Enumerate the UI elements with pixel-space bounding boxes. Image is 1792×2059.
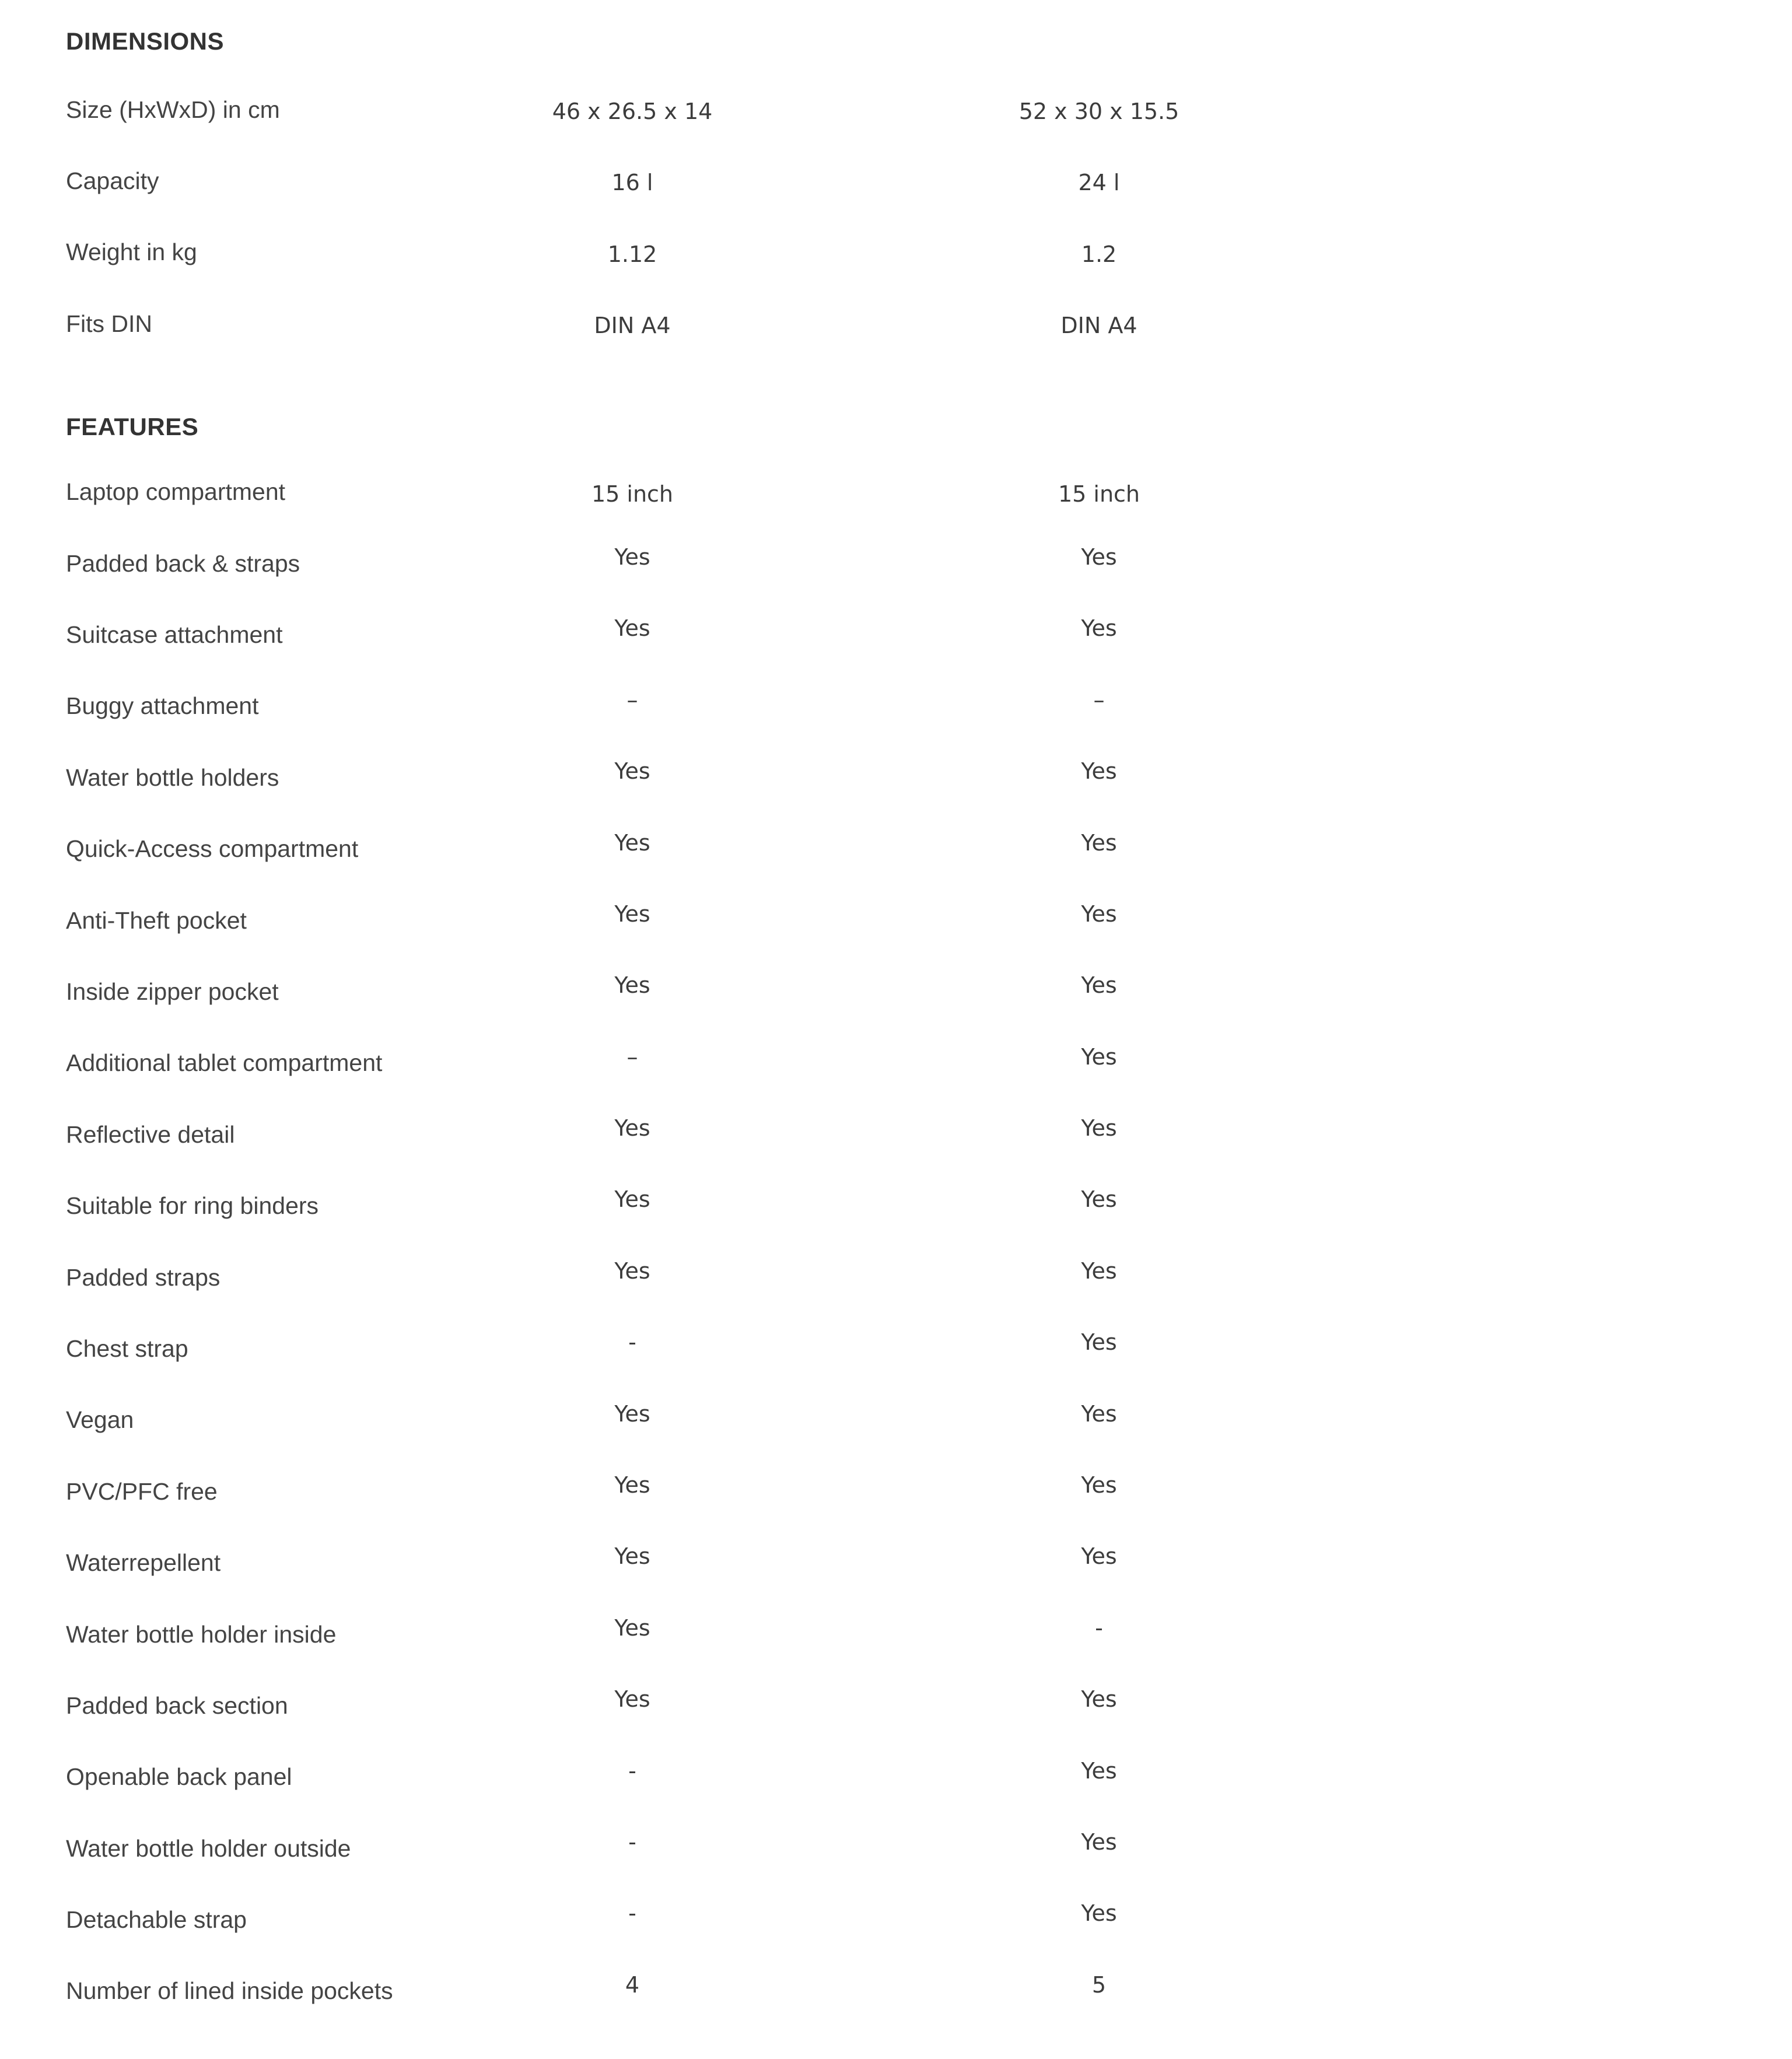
row-label: Inside zipper pocket xyxy=(66,978,279,1005)
value-model-1: 1.12 xyxy=(607,241,657,267)
value-model-2: Yes xyxy=(1081,1900,1117,1927)
value-model-1: Yes xyxy=(614,544,650,570)
value-model-2: 24 l xyxy=(1078,170,1120,196)
value-model-2: - xyxy=(1095,1615,1103,1641)
dimensions-rows xyxy=(66,74,1792,360)
row-label: Padded straps xyxy=(66,1263,220,1291)
row-label: Water bottle holder outside xyxy=(66,1834,351,1862)
value-model-1: Yes xyxy=(614,615,650,642)
table-row xyxy=(66,956,1792,1027)
value-model-1: Yes xyxy=(614,1543,650,1570)
row-label: Waterrepellent xyxy=(66,1549,221,1577)
row-label: Anti-Theft pocket xyxy=(66,906,247,934)
row-label: Vegan xyxy=(66,1406,134,1434)
value-model-1: Yes xyxy=(614,901,650,927)
value-model-1: - xyxy=(628,1757,636,1784)
row-label: Suitcase attachment xyxy=(66,621,283,649)
value-model-2: Yes xyxy=(1081,1186,1117,1213)
value-model-2: Yes xyxy=(1081,901,1117,927)
row-label: Water bottle holder inside xyxy=(66,1620,337,1648)
table-row xyxy=(66,1813,1792,1884)
value-model-2: Yes xyxy=(1081,615,1117,642)
value-model-1: Yes xyxy=(614,1115,650,1141)
row-label: Additional tablet compartment xyxy=(66,1049,383,1077)
dimensions-section xyxy=(66,0,1792,360)
row-label: Padded back & straps xyxy=(66,549,300,577)
row-label: Buggy attachment xyxy=(66,692,259,720)
value-model-1: - xyxy=(628,1900,636,1927)
table-row xyxy=(66,1099,1792,1170)
table-row xyxy=(66,1670,1792,1741)
table-row xyxy=(66,74,1792,145)
value-model-2: Yes xyxy=(1081,1472,1117,1498)
table-row xyxy=(66,1456,1792,1527)
value-model-2: Yes xyxy=(1081,1043,1117,1070)
value-model-1: Yes xyxy=(614,1400,650,1427)
row-label: Number of lined inside pockets xyxy=(66,1977,393,2005)
table-row xyxy=(66,671,1792,742)
table-row xyxy=(66,1028,1792,1099)
value-model-1: - xyxy=(628,1829,636,1855)
dimensions-heading: DIMENSIONS xyxy=(66,27,225,55)
value-model-1: Yes xyxy=(614,1472,650,1498)
table-row xyxy=(66,1527,1792,1598)
table-row xyxy=(66,1742,1792,1813)
table-row xyxy=(66,885,1792,956)
features-rows xyxy=(66,457,1792,2028)
table-row xyxy=(66,1242,1792,1313)
value-model-1: - xyxy=(628,1329,636,1356)
value-model-1: 46 x 26.5 x 14 xyxy=(552,99,713,124)
value-model-2: 1.2 xyxy=(1081,241,1117,267)
row-label: Openable back panel xyxy=(66,1763,292,1791)
row-label: Chest strap xyxy=(66,1335,188,1362)
features-section xyxy=(66,360,1792,2028)
value-model-1: DIN A4 xyxy=(594,313,671,339)
value-model-1: 16 l xyxy=(611,170,653,196)
value-model-1: Yes xyxy=(614,1686,650,1713)
value-model-1: – xyxy=(626,1043,638,1070)
value-model-2: Yes xyxy=(1081,1400,1117,1427)
table-row xyxy=(66,457,1792,528)
value-model-2: 15 inch xyxy=(1058,481,1140,507)
table-row xyxy=(66,814,1792,885)
value-model-2: Yes xyxy=(1081,1329,1117,1356)
value-model-1: Yes xyxy=(614,1186,650,1213)
value-model-2: Yes xyxy=(1081,1686,1117,1713)
value-model-2: DIN A4 xyxy=(1060,313,1138,339)
table-row xyxy=(66,1599,1792,1670)
row-label: Capacity xyxy=(66,167,159,195)
value-model-1: Yes xyxy=(614,1258,650,1284)
value-model-2: Yes xyxy=(1081,544,1117,570)
table-row xyxy=(66,528,1792,599)
value-model-1: Yes xyxy=(614,1615,650,1641)
row-label: Fits DIN xyxy=(66,310,153,337)
row-label: PVC/PFC free xyxy=(66,1477,218,1505)
value-model-2: Yes xyxy=(1081,829,1117,856)
row-label: Weight in kg xyxy=(66,239,197,266)
value-model-2: Yes xyxy=(1081,758,1117,785)
value-model-2: Yes xyxy=(1081,1258,1117,1284)
table-row xyxy=(66,742,1792,813)
value-model-2: Yes xyxy=(1081,1543,1117,1570)
row-label: Size (HxWxD) in cm xyxy=(66,96,280,123)
value-model-1: Yes xyxy=(614,829,650,856)
value-model-2: Yes xyxy=(1081,1115,1117,1141)
value-model-2: Yes xyxy=(1081,1829,1117,1855)
table-row xyxy=(66,1956,1792,2027)
table-row xyxy=(66,1385,1792,1456)
table-row xyxy=(66,145,1792,216)
row-label: Laptop compartment xyxy=(66,478,286,506)
table-row xyxy=(66,1313,1792,1384)
table-row xyxy=(66,1884,1792,1955)
table-row xyxy=(66,1170,1792,1241)
value-model-1: – xyxy=(626,687,638,713)
row-label: Suitable for ring binders xyxy=(66,1192,319,1220)
table-row xyxy=(66,599,1792,670)
row-label: Reflective detail xyxy=(66,1120,235,1148)
value-model-2: Yes xyxy=(1081,1757,1117,1784)
features-heading: FEATURES xyxy=(66,412,199,440)
row-label: Quick-Access compartment xyxy=(66,835,359,863)
value-model-2: Yes xyxy=(1081,972,1117,999)
value-model-1: 4 xyxy=(625,1972,640,1998)
row-label: Detachable strap xyxy=(66,1906,247,1934)
table-row xyxy=(66,288,1792,359)
row-label: Water bottle holders xyxy=(66,764,279,791)
value-model-2: – xyxy=(1093,687,1105,713)
value-model-1: Yes xyxy=(614,758,650,785)
value-model-2: 52 x 30 x 15.5 xyxy=(1019,99,1180,124)
value-model-1: 15 inch xyxy=(591,481,674,507)
row-label: Padded back section xyxy=(66,1692,288,1719)
table-row xyxy=(66,217,1792,288)
value-model-1: Yes xyxy=(614,972,650,999)
value-model-2: 5 xyxy=(1091,1972,1107,1998)
